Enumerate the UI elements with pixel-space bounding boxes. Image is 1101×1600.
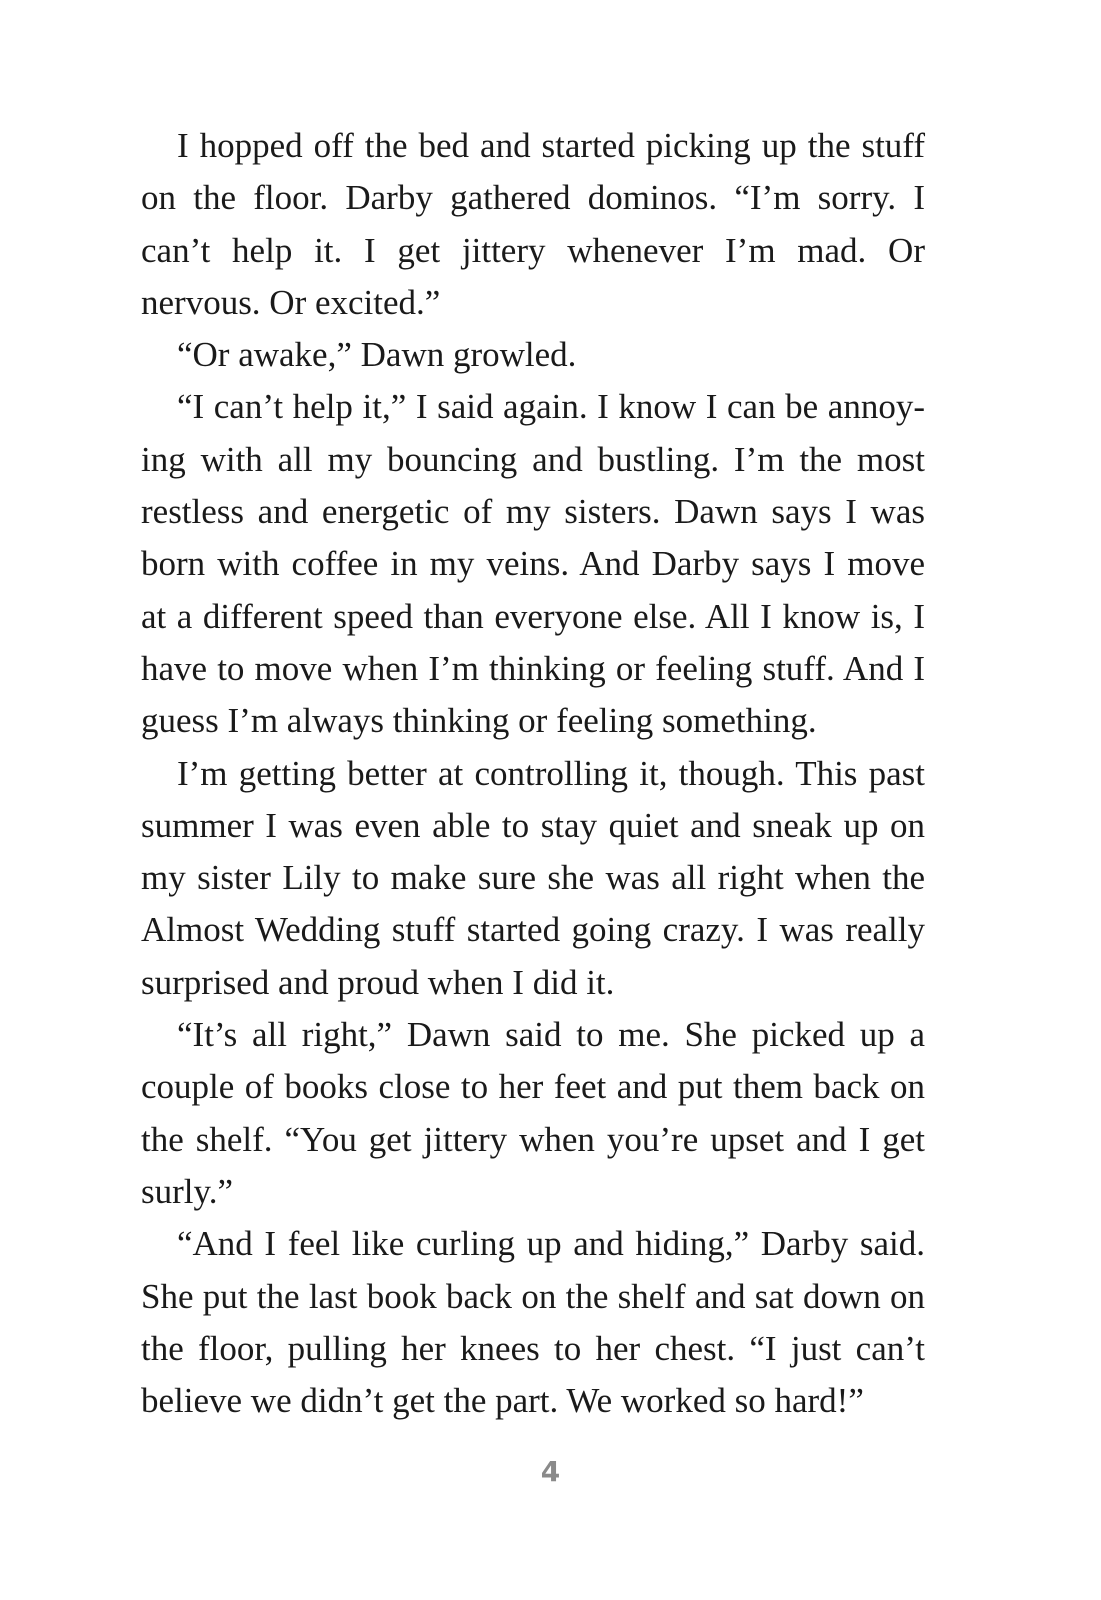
paragraph-6: “And I feel like curling up and hiding,” Darby said. She put the last book back on the shelf and sat down on the floor, pulling her knees to her chest. “I just can’t believe we didn’t get the part. We worked so hard!” xyxy=(141,1224,925,1421)
body-text xyxy=(141,120,925,1427)
paragraph-3: “I can’t help it,” I said again. I know I can be annoying with all my bouncing and bustling. I’m the most restless and energetic of my sisters. Dawn says I was born with coffee in my veins. And Darby says I move at a different speed than everyone else. All I know is, I have to move when I’m thinking or feeling stuff. And I guess I’m always thinking or feeling something. xyxy=(141,387,925,741)
paragraph-4: I’m getting better at controlling it, though. This past summer I was even able to stay quiet and sneak up on my sister Lily to make sure she was all right when the Almost Wedding stuff started going crazy. I was really surprised and proud when I did it. xyxy=(141,753,925,1002)
paragraph-2: “Or awake,” Dawn growled. xyxy=(177,335,577,375)
paragraph-5: “It’s all right,” Dawn said to me. She picked up a couple of books close to her feet and put them back on the shelf. “You get jittery when you’re upset and I get surly.” xyxy=(141,1015,925,1211)
page-number: 4 xyxy=(540,1455,561,1488)
paragraph-1: I hopped off the bed and started picking up the stuff on the floor. Darby gathered dominos. “I’m sorry. I can’t help it. I get jittery whenever I’m mad. Or nervous. Or excited.” xyxy=(141,126,925,322)
